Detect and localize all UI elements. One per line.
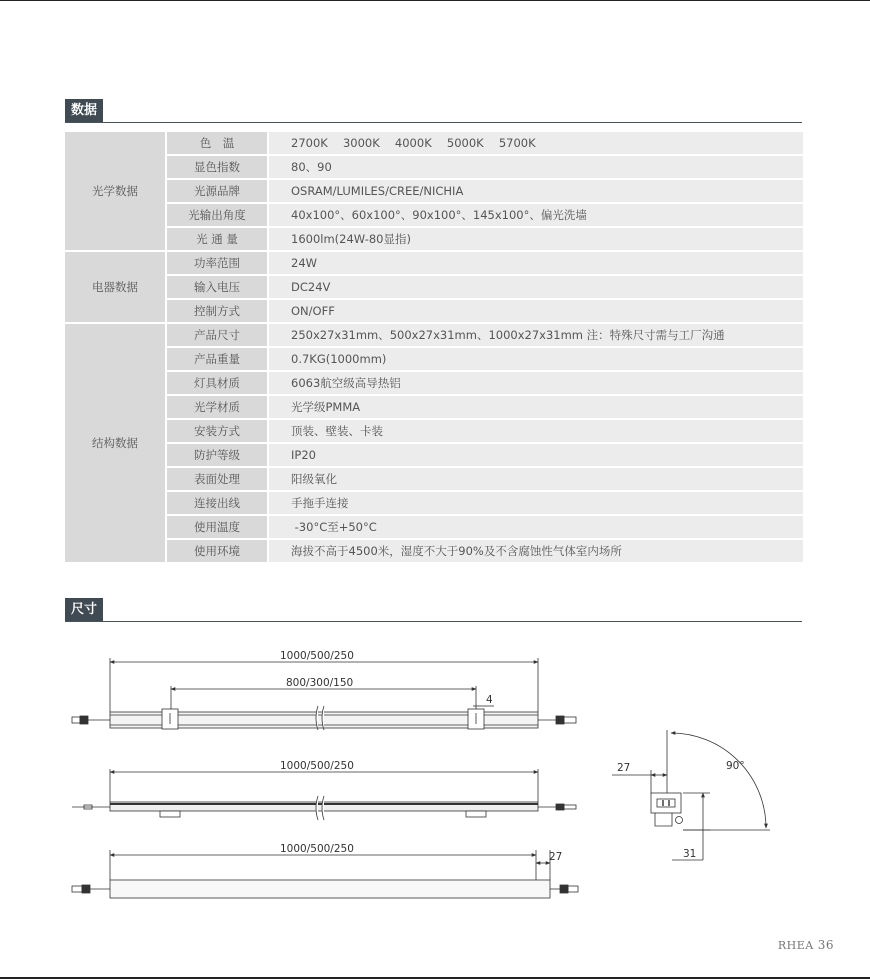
spec-label: 光源品牌: [167, 180, 269, 204]
spec-value: 2700K 3000K 4000K 5000K 5700K: [269, 132, 803, 156]
spec-value: OSRAM/LUMILES/CREE/NICHIA: [269, 180, 803, 204]
spec-value: 80、90: [269, 156, 803, 180]
d2-length-label: 1000/500/250: [280, 760, 354, 772]
spec-group-name: 结构数据: [65, 324, 167, 564]
spec-label: 色 温: [167, 132, 269, 156]
bottom-view-drawing: [72, 850, 578, 898]
spec-label: 防护等级: [167, 444, 269, 468]
d3-width-label: 27: [549, 851, 563, 863]
dims-section-title: 尺寸: [65, 598, 103, 622]
d1-length-label: 1000/500/250: [280, 650, 354, 662]
page-footer: [778, 938, 834, 952]
spec-value: 海拔不高于4500米，湿度不大于90%及不含腐蚀性气体室内场所: [269, 540, 803, 564]
spec-label: 功率范围: [167, 252, 269, 276]
front-view-drawing: [72, 658, 576, 730]
d1-spacing-label: 800/300/150: [286, 677, 354, 689]
spec-value: 光学级PMMA: [269, 396, 803, 420]
spec-value: 250x27x31mm、500x27x31mm、1000x27x31mm 注：特殊尺寸需与工厂沟通: [269, 324, 803, 348]
spec-value: DC24V: [269, 276, 803, 300]
spec-value: 6063航空级高导热铝: [269, 372, 803, 396]
spec-label: 光 通 量: [167, 228, 269, 252]
spec-label: 表面处理: [167, 468, 269, 492]
spec-value: 0.7KG(1000mm): [269, 348, 803, 372]
section-width-label: 27: [617, 762, 631, 774]
spec-label: 安装方式: [167, 420, 269, 444]
d3-length-label: 1000/500/250: [280, 843, 354, 855]
spec-label: 使用环境: [167, 540, 269, 564]
spec-label: 使用温度: [167, 516, 269, 540]
spec-label: 显色指数: [167, 156, 269, 180]
spec-value: 24W: [269, 252, 803, 276]
spec-label: 光学材质: [167, 396, 269, 420]
cross-section-drawing: [612, 730, 770, 860]
spec-label: 灯具材质: [167, 372, 269, 396]
spec-label: 产品重量: [167, 348, 269, 372]
spec-value: 40x100°、60x100°、90x100°、145x100°、偏光洗墙: [269, 204, 803, 228]
spec-group-name: 光学数据: [65, 132, 167, 252]
spec-value: 顶装、壁装、卡装: [269, 420, 803, 444]
spec-value: ON/OFF: [269, 300, 803, 324]
side-view-drawing: [72, 769, 576, 820]
spec-value: 手拖手连接: [269, 492, 803, 516]
section-height-label: 31: [683, 848, 697, 860]
spec-label: 连接出线: [167, 492, 269, 516]
spec-value: IP20: [269, 444, 803, 468]
spec-value: 阳级氧化: [269, 468, 803, 492]
brand-name: RHEA: [777, 939, 814, 952]
spec-group-name: 电器数据: [65, 252, 167, 324]
spec-label: 控制方式: [167, 300, 269, 324]
page-number: 36: [817, 938, 834, 952]
spec-label: 光输出角度: [167, 204, 269, 228]
spec-label: 输入电压: [167, 276, 269, 300]
spec-value: 1600lm(24W-80显指): [269, 228, 803, 252]
d1-small-label: 4: [486, 694, 493, 706]
data-section-title: 数据: [65, 99, 103, 123]
spec-value: -30°C至+50°C: [269, 516, 803, 540]
section-angle-label: 90°: [726, 760, 745, 772]
spec-label: 产品尺寸: [167, 324, 269, 348]
